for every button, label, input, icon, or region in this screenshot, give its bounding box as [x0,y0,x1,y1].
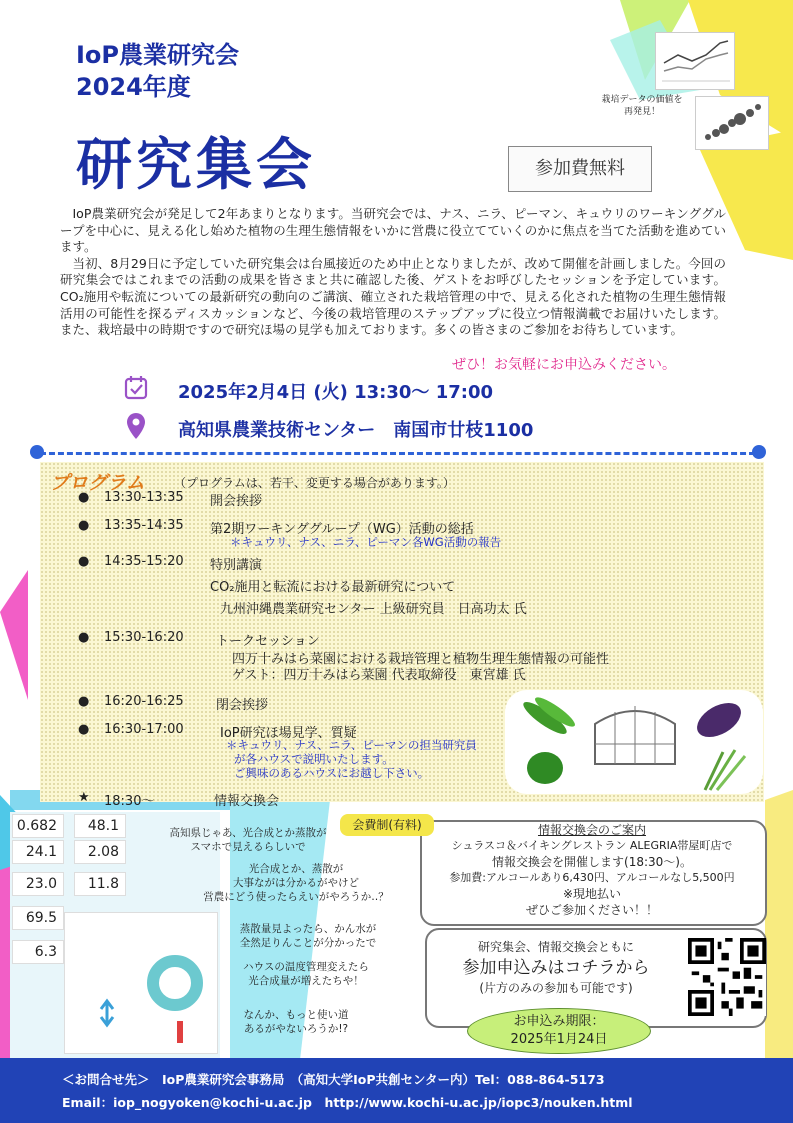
social-line-4: ※現地払い [562,887,622,901]
deadline-line-1: お申込み期限： [513,1014,605,1029]
tile-value: 23.0 [25,876,57,892]
calendar-icon [124,374,148,400]
bubble-5-line-2: あるがやないろうか!? [243,1023,349,1035]
tile-value: 0.682 [16,818,57,834]
program-title-3: 特別講演 [210,558,263,573]
dashboard-tile [12,840,64,864]
program-line3-3: 九州沖縄農業研究センター 上級研究員 日高功太 氏 [220,602,527,617]
deco-caption-line1: 栽培データの価値を [601,95,683,105]
tile-value: 69.5 [25,910,57,926]
separator [40,452,764,455]
scatter-chart-illustration [695,96,769,150]
program-sub3-6: ご興味のあるハウスにお越し下さい。 [234,766,430,780]
program-time-6: 16:30-17:00 [104,722,184,737]
social-line-1: シュラスコ＆バイキングレストラン ALEGRIA帯屋町店で [451,839,733,852]
dashboard-tile [12,814,64,838]
program-time-7: 18:30～ [104,794,155,809]
separator-dot-right [752,445,766,459]
social-text [422,822,762,918]
program-title-4: トークセッション [216,634,320,649]
dashboard-tile [12,872,64,896]
bubble-2-line-3: 営農にどう使ったらえいがやろうか‥？ [203,891,389,903]
dashboard-tile [12,906,64,930]
page-title: 研究集会 [76,133,316,198]
apply-text [428,938,684,996]
org-name: IoP農業研究会 [76,41,240,69]
program-title: プログラム [50,472,145,494]
bubble-4-line-2: 光合成量が増えたちや！ [248,975,364,987]
bullet-icon: ● [78,722,90,737]
vegetables-illustration [505,690,763,794]
program-time-5: 16:20-16:25 [104,694,184,709]
program-title-1: 開会挨拶 [210,494,263,509]
dashboard-tile [12,940,64,964]
bullet-icon: ● [78,630,90,645]
program-line2-4: 四万十みはら菜園における栽培管理と植物生理生態情報の可能性 [232,652,610,667]
footer [0,1058,793,1123]
program-title-2: 第2期ワーキンググループ（WG）活動の総括 [210,522,474,537]
speech-bubble-1 [168,826,328,854]
intro-paragraph-2: 当初、8月29日に予定していた研究集会は台風接近のため中止となりましたが、改めて開催を計画しました。今回の研究集会ではこれまでの活動の成果を皆さまと共に確認した後、ゲストをお呼びしたセッションを予定しています。CO₂施用や転流についての最新研究の動向のご講演、確立された栽培管理の中で、見える化された植物の生理生態情報活用の可能性を探るディスカッションなど、今後の栽培管理のステップアップに役立つ情報満載でお届けいたします。また、栽培最中の時期ですので研究ほ場の見学も加えております。多くの皆さまのご参加をお待ちしています。 [60,255,726,338]
program-time-3: 14:35-15:20 [104,554,184,569]
dashboard-tile [74,840,126,864]
bullet-icon: ● [78,490,90,505]
program-title-6: IoP研究ほ場見学、質疑 [220,726,357,741]
program-title-7: 情報交換会 [214,794,280,809]
program-time-4: 15:30-16:20 [104,630,184,645]
apply-line-2: 参加申込みはコチラから [462,958,650,978]
bubble-5-line-1: なんか、もっと使い道 [243,1009,349,1021]
callout: ぜひ！お気軽にお申込みください。 [452,357,676,373]
bubble-3-line-1: 蒸散量見よったら、かん水が [239,923,377,935]
free-admission-badge: 参加費無料 [508,146,652,192]
program-line3-4: ゲスト：四万十みはら菜園 代表取締役 東宮雄 氏 [232,668,526,683]
program-time-2: 13:35-14:35 [104,518,184,533]
social-line-3: 参加費:アルコールあり6,430円、アルコールなし5,500円 [449,871,735,884]
line-chart-illustration [655,32,735,90]
apply-line-3: (片方のみの参加も可能です) [479,981,633,995]
speech-bubble-5 [226,1008,366,1036]
program-line2-3: CO₂施用と転流における最新研究について [210,580,456,595]
footer-email-url[interactable]: Email：iop_nogyoken@kochi-u.ac.jp http://www.kochi-u.ac.jp/iopc3/nouken.html [62,1095,633,1110]
program-sub-2: ＊キュウリ、ナス、ニラ、ピーマン各WG活動の報告 [230,535,502,549]
location-pin-icon [126,412,146,440]
dashboard-tile [74,814,126,838]
intro-paragraph-1: IoP農業研究会が発足して2年あまりとなります。当研究会では、ナス、ニラ、ピーマン、キュウリのワーキンググループを中心に、見える化し始めた植物の生理生態情報をいかに営農に役立てていくのかに焦点を当てた活動を進めています。 [60,206,726,255]
bullet-icon: ● [78,554,90,569]
deco-caption [596,94,688,118]
tile-value: 2.08 [87,844,119,860]
apply-line-1: 研究集会、情報交換会ともに [477,940,634,954]
bubble-2-line-2: 大事ながは分かるがやけど [233,877,359,889]
intro-text [60,206,726,339]
bullet-icon: ● [78,694,90,709]
program-title-5: 閉会挨拶 [216,698,269,713]
deco-caption-line2: 再発見！ [623,107,660,117]
bubble-2-line-1: 光合成とか、蒸散が [248,863,344,875]
fee-badge: 会費制(有料) [340,814,434,836]
social-line-2: 情報交換会を開催します(18:30～)。 [492,855,692,869]
program-time-1: 13:30-13:35 [104,490,184,505]
star-icon: ★ [78,790,90,805]
social-line-5: ぜひご参加ください！！ [525,903,658,917]
event-date: 2025年2月4日 (火) 13:30～ 17:00 [178,382,493,403]
separator-dot-left [30,445,44,459]
program-sub2-6: が各ハウスで説明いたします。 [234,752,394,766]
tile-value: 11.8 [87,876,119,892]
deadline-badge [467,1008,651,1054]
qr-code[interactable] [688,938,766,1016]
social-heading: 情報交換会のご案内 [537,823,646,837]
dashboard-tile [74,872,126,896]
fiscal-year: 2024年度 [76,73,191,101]
program-note: （プログラムは、若干、変更する場合があります。） [174,476,455,490]
tile-value: 6.3 [34,944,57,960]
footer-contact: ＜お問合せ先＞ IoP農業研究会事務局 （高知大学IoP共創センター内）Tel：088-864-5173 [62,1072,605,1087]
deadline-line-2: 2025年1月24日 [510,1032,608,1047]
program-sub1-6: ＊キュウリ、ナス、ニラ、ピーマンの担当研究員 [226,738,477,752]
bullet-icon: ● [78,518,90,533]
speech-bubble-3 [228,922,388,950]
bubble-4-line-1: ハウスの温度管理変えたら [243,961,369,973]
tile-value: 24.1 [25,844,57,860]
tile-value: 48.1 [87,818,119,834]
speech-bubble-2 [196,862,396,904]
bubble-1-line-2: スマホで見えるらしいで [190,841,306,853]
bubble-3-line-2: 全然足りんことが分かったで [239,937,377,949]
bubble-1-line-1: 高知県じゃあ、光合成とか蒸散が [169,827,327,839]
dashboard-detail-panel [64,912,218,1054]
speech-bubble-4 [226,960,386,988]
event-place: 高知県農業技術センター 南国市廿枝1100 [178,420,534,441]
